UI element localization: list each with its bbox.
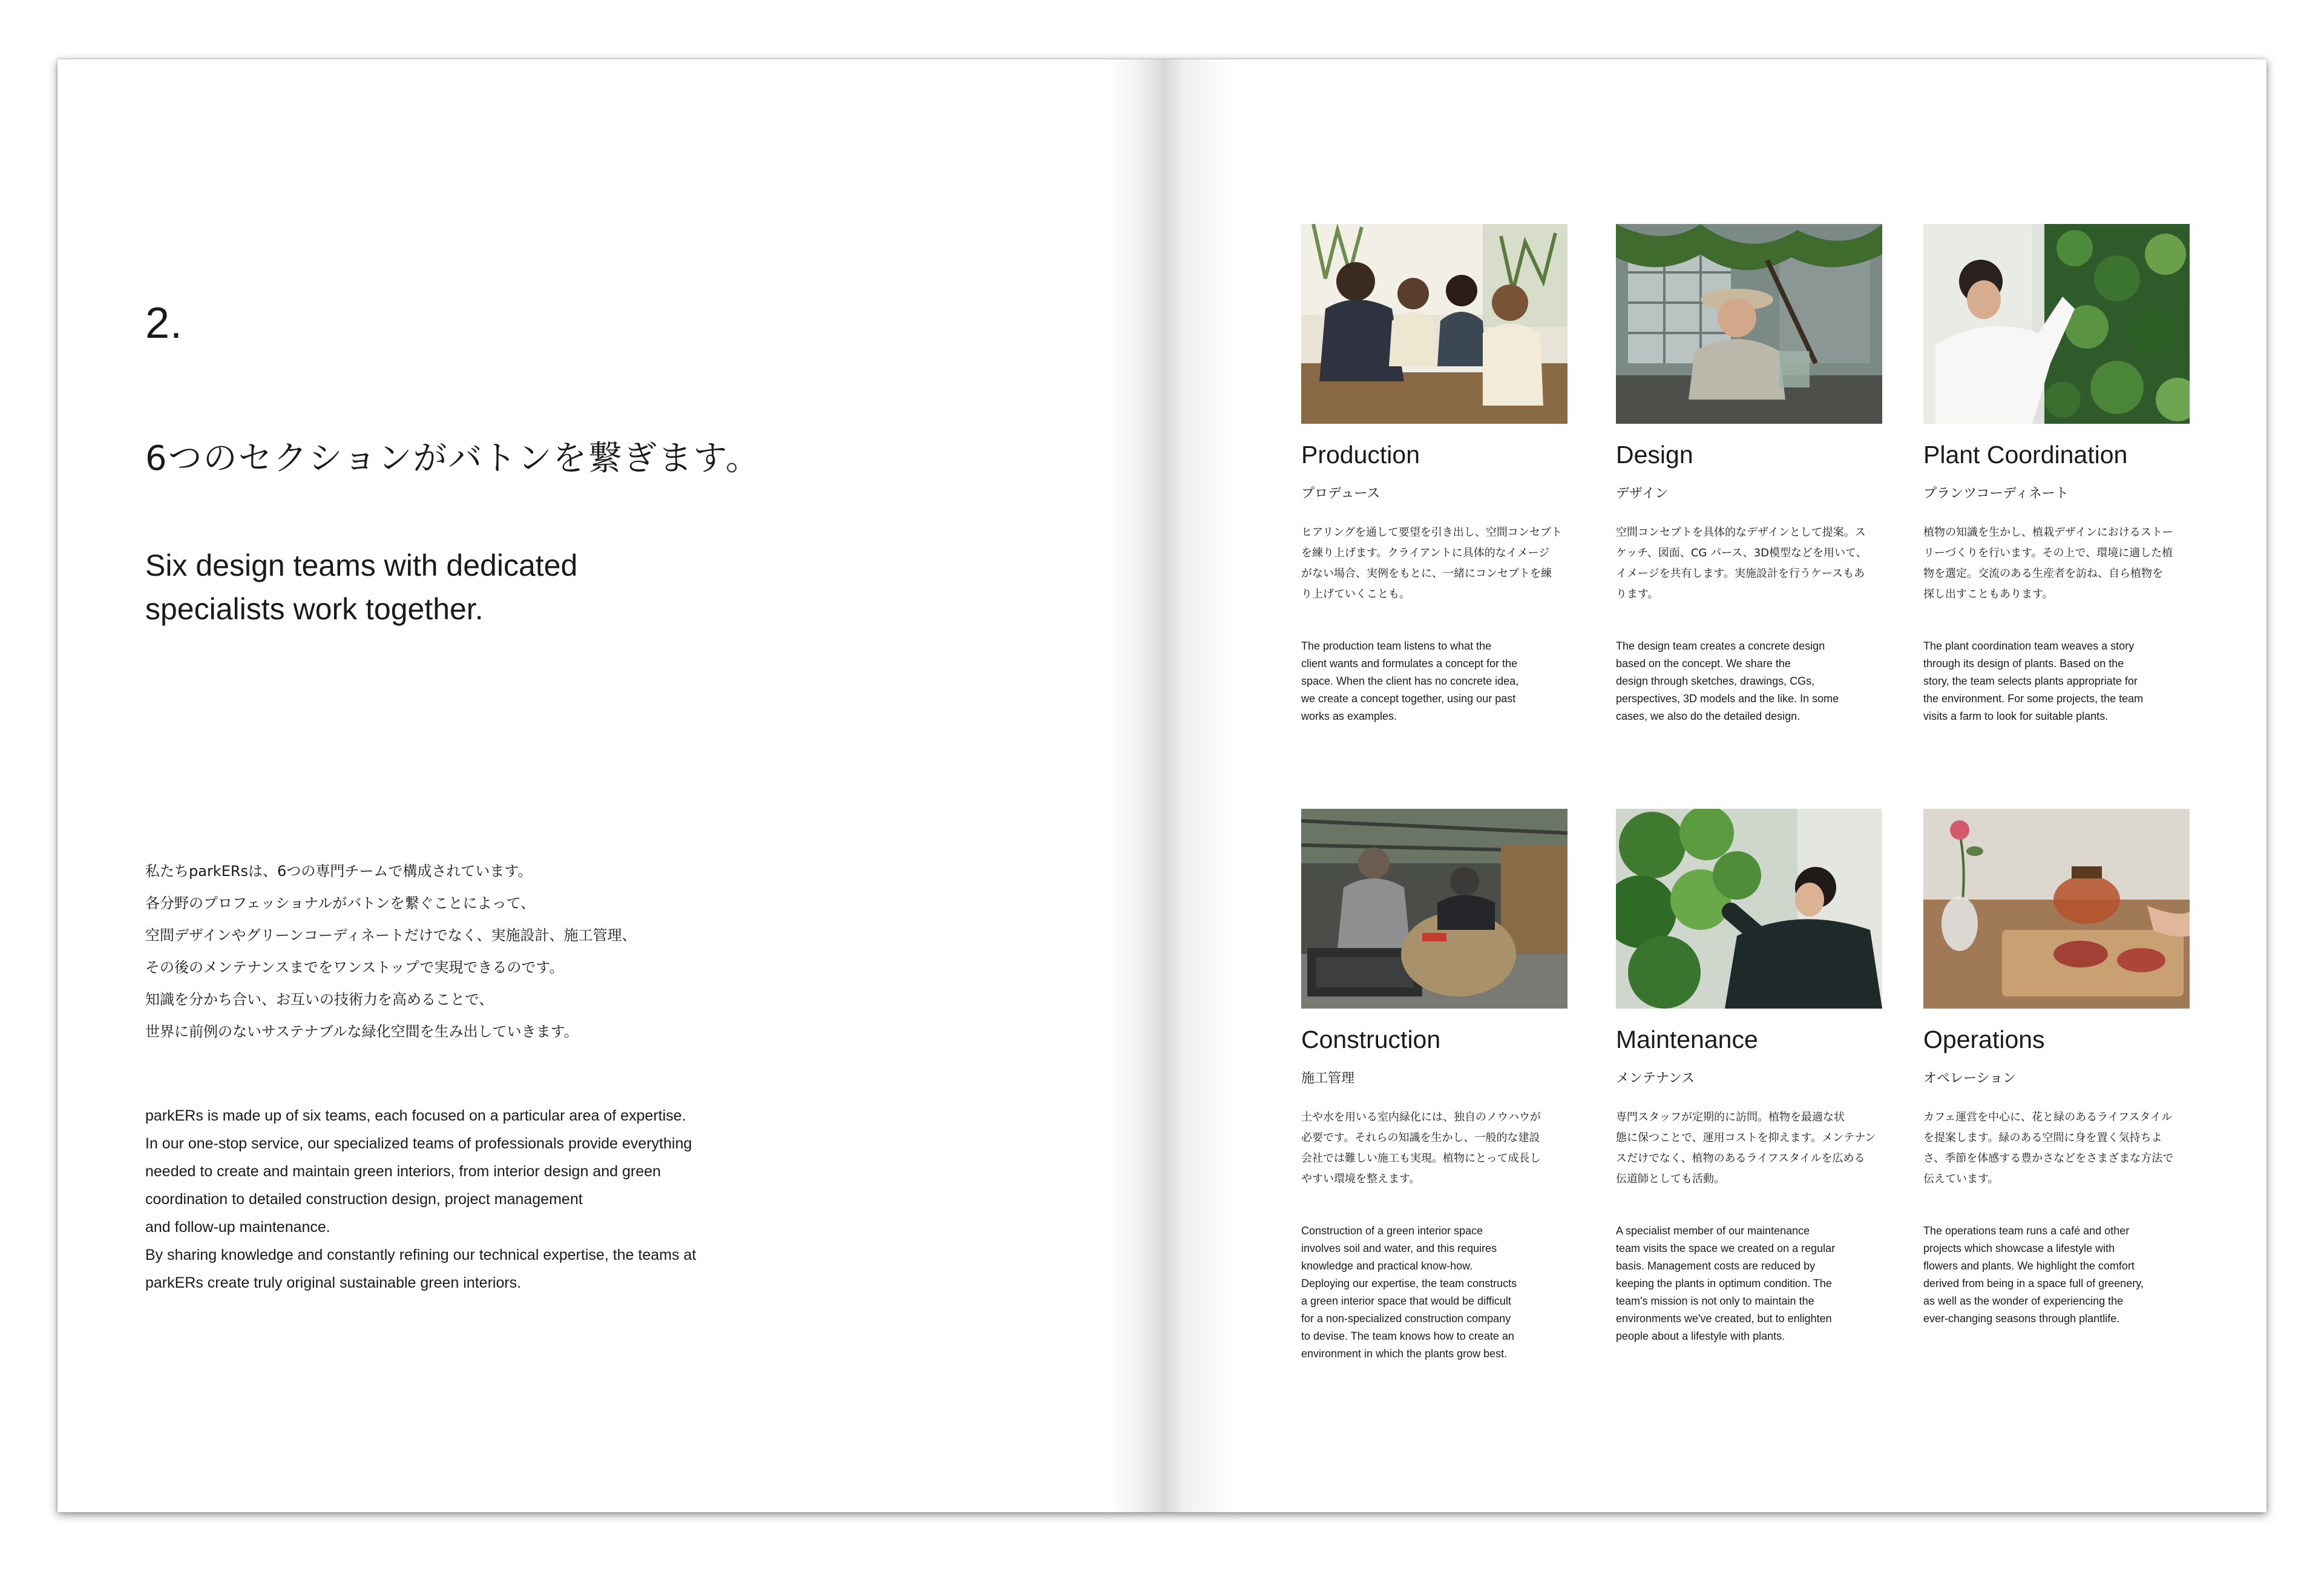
desc-en-line: for a non-specialized construction company (1301, 1312, 1511, 1325)
intro-en-line: In our one-stop service, our specialized teams of professionals provide everything (145, 1135, 692, 1152)
team-card-production (1301, 224, 1567, 722)
desc-ja-line: 会社では難しい施工も実現。植物にとって成長し (1301, 1152, 1541, 1165)
team-desc-en (1301, 637, 1567, 725)
intro-en-line: parkERs create truly original sustainable green interiors. (145, 1274, 522, 1291)
desc-en-line: basis. Management costs are reduced by (1616, 1260, 1816, 1272)
desc-en-line: story, the team selects plants appropriate for (1923, 675, 2138, 687)
intro-ja-line: 私たちparkERsは、6つの専門チームで構成されています。 (145, 863, 533, 880)
team-subtitle: メンテナンス (1616, 1071, 1695, 1086)
desc-ja-line: スだけでなく、植物のあるライフスタイルを広める (1616, 1152, 1865, 1165)
intro-ja-line: 知識を分かち合い、お互いの技術力を高めることで、 (145, 991, 494, 1008)
desc-ja-line: 伝道師としても活動。 (1616, 1173, 1725, 1185)
desc-en-line: client wants and formulates a concept for the (1301, 657, 1518, 670)
desc-en-line: design through sketches, drawings, CGs, (1616, 675, 1815, 687)
title-en-line: Six design teams with dedicated (145, 548, 578, 582)
team-desc-en (1616, 1222, 1882, 1345)
team-desc-ja (1923, 522, 2190, 605)
desc-ja-line: イメージを共有します。実施設計を行うケースもあ (1616, 567, 1865, 580)
page-title-ja: 6つのセクションがバトンを繋ぎます。 (145, 439, 761, 478)
team-card-design (1616, 224, 1882, 722)
desc-ja-line: り上げていくことも。 (1301, 588, 1410, 601)
intro-ja-line: 各分野のプロフェッショナルがバトンを繋ぐことによって、 (145, 895, 536, 912)
desc-en-line: the environment. For some projects, the team (1923, 693, 2144, 705)
team-title: Maintenance (1616, 1026, 1758, 1053)
team-subtitle: デザイン (1616, 486, 1669, 501)
intro-ja-line: 空間デザインやグリーンコーディネートだけでなく、実施設計、施工管理、 (145, 927, 637, 944)
team-title: Plant Coordination (1923, 441, 2128, 469)
desc-ja-line: 必要です。それらの知識を生かし、一般的な建設 (1301, 1131, 1540, 1144)
team-subtitle: プロデュース (1301, 486, 1380, 501)
intro-ja-line: 世界に前例のないサステナブルな緑化空間を生み出していきます。 (145, 1023, 579, 1040)
construction-photo (1301, 809, 1567, 1009)
book-spread (57, 59, 2267, 1512)
desc-en-line: we create a concept together, using our past (1301, 693, 1516, 705)
right-page (1162, 59, 2267, 1512)
tea-photo (1923, 809, 2190, 1009)
desc-ja-line: 探し出すこともあります。 (1923, 588, 2053, 601)
team-desc-en (1923, 1222, 2190, 1328)
desc-ja-line: 専門スタッフが定期的に訪問。植物を最適な状 (1616, 1111, 1845, 1124)
intro-en-line: By sharing knowledge and constantly refining our technical expertise, the teams at (145, 1246, 697, 1263)
team-desc-ja (1301, 1107, 1567, 1190)
desc-en-line: cases, we also do the detailed design. (1616, 710, 1800, 722)
team-subtitle: オペレーション (1923, 1071, 2017, 1086)
desc-en-line: flowers and plants. We highlight the comfort (1923, 1260, 2135, 1272)
desc-en-line: A specialist member of our maintenance (1616, 1225, 1810, 1237)
team-desc-en (1301, 1222, 1567, 1363)
team-title: Construction (1301, 1026, 1441, 1053)
team-desc-ja (1616, 1107, 1882, 1190)
page-title-en (145, 544, 750, 631)
intro-text-ja (145, 855, 872, 1048)
intro-en-line: needed to create and maintain green interiors, from interior design and green (145, 1163, 661, 1180)
desc-ja-line: がない場合、実例をもとに、一緒にコンセプトを練 (1301, 567, 1552, 580)
team-title: Design (1616, 441, 1693, 469)
team-desc-en (1616, 637, 1882, 725)
team-card-maintenance (1616, 809, 1882, 1342)
team-desc-ja (1923, 1107, 2190, 1190)
desc-en-line: Deploying our expertise, the team constructs (1301, 1277, 1517, 1289)
desc-ja-line: 伝えています。 (1923, 1173, 1999, 1185)
team-card-construction (1301, 809, 1567, 1360)
desc-ja-line: 態に保つことで、運用コストを抑えます。メンテナン (1616, 1131, 1876, 1144)
team-subtitle: プランツコーディネート (1923, 486, 2069, 501)
desc-en-line: The design team creates a concrete design (1616, 640, 1825, 652)
desc-en-line: knowledge and practical know-how. (1301, 1260, 1473, 1272)
gutter-shadow-right (1162, 59, 1235, 1512)
intro-text-en (145, 1102, 932, 1297)
desc-en-line: a green interior space that would be difficult (1301, 1295, 1511, 1307)
desc-en-line: as well as the wonder of experiencing the (1923, 1295, 2124, 1307)
desc-ja-line: カフェ運営を中心に、花と緑のあるライフスタイル (1923, 1111, 2172, 1124)
desc-en-line: ever-changing seasons through plantlife. (1923, 1312, 2120, 1325)
team-title: Operations (1923, 1026, 2045, 1053)
desc-ja-line: リーづくりを行います。その上で、環境に適した植 (1923, 547, 2173, 559)
intro-en-line: coordination to detailed construction design, project management (145, 1191, 583, 1208)
maintenance-photo (1616, 809, 1882, 1009)
intro-ja-line: その後のメンテナンスまでをワンストップで実現できるのです。 (145, 959, 564, 976)
intro-en-line: and follow-up maintenance. (145, 1219, 330, 1236)
desc-en-line: perspectives, 3D models and the like. In some (1616, 693, 1839, 705)
desc-en-line: space. When the client has no concrete idea, (1301, 675, 1519, 687)
desc-en-line: environments we've created, but to enlighten (1616, 1312, 1832, 1325)
desc-ja-line: 物を選定。交流のある生産者を訪ね、自ら植物を (1923, 567, 2163, 580)
desc-ja-line: やすい環境を整えます。 (1301, 1173, 1420, 1185)
desc-ja-line: ケッチ、図面、CG パース、3D模型などを用いて、 (1616, 547, 1867, 559)
title-en-line: specialists work together. (145, 592, 484, 626)
desc-en-line: The operations team runs a café and other (1923, 1225, 2130, 1237)
designer-photo (1616, 224, 1882, 424)
desc-ja-line: ヒアリングを通して要望を引き出し、空間コンセプト (1301, 526, 1562, 539)
desc-en-line: The plant coordination team weaves a story (1923, 640, 2135, 652)
desc-ja-line: 土や水を用いる室内緑化には、独自のノウハウが (1301, 1111, 1541, 1124)
desc-en-line: based on the concept. We share the (1616, 657, 1791, 670)
team-subtitle: 施工管理 (1301, 1071, 1355, 1086)
desc-en-line: projects which showcase a lifestyle with (1923, 1242, 2115, 1254)
desc-ja-line: ります。 (1616, 588, 1659, 601)
meeting-photo (1301, 224, 1567, 424)
desc-ja-line: さ、季節を体感する豊かさなどをさまざまな方法で (1923, 1152, 2174, 1165)
desc-en-line: Construction of a green interior space (1301, 1225, 1483, 1237)
gutter-shadow-left (1108, 59, 1162, 1512)
desc-en-line: derived from being in a space full of greenery, (1923, 1277, 2144, 1289)
desc-en-line: involves soil and water, and this requires (1301, 1242, 1497, 1254)
intro-en-line: parkERs is made up of six teams, each focused on a particular area of expertise. (145, 1107, 686, 1124)
plant-wall-photo (1923, 224, 2190, 424)
desc-en-line: team's mission is not only to maintain the (1616, 1295, 1814, 1307)
desc-en-line: through its design of plants. Based on the (1923, 657, 2124, 670)
desc-en-line: visits a farm to look for suitable plants. (1923, 710, 2109, 722)
desc-en-line: people about a lifestyle with plants. (1616, 1330, 1785, 1342)
section-number: 2. (145, 299, 183, 347)
team-card-plant-coordination (1923, 224, 2190, 722)
team-card-operations (1923, 809, 2190, 1325)
desc-en-line: The production team listens to what the (1301, 640, 1492, 652)
desc-ja-line: を提案します。緑のある空間に身を置く気持ちよ (1923, 1131, 2162, 1144)
left-page (57, 59, 1162, 1512)
team-desc-en (1923, 637, 2190, 725)
desc-en-line: environment in which the plants grow best. (1301, 1348, 1508, 1360)
team-desc-ja (1616, 522, 1882, 605)
desc-en-line: to devise. The team knows how to create an (1301, 1330, 1514, 1342)
desc-ja-line: 植物の知識を生かし、植栽デザインにおけるストー (1923, 526, 2173, 539)
desc-ja-line: を練り上げます。クライアントに具体的なイメージ (1301, 547, 1550, 559)
desc-en-line: works as examples. (1301, 710, 1397, 722)
team-desc-ja (1301, 522, 1567, 605)
desc-en-line: keeping the plants in optimum condition. The (1616, 1277, 1832, 1289)
team-title: Production (1301, 441, 1420, 469)
desc-en-line: team visits the space we created on a regular (1616, 1242, 1836, 1254)
desc-ja-line: 空間コンセプトを具体的なデザインとして提案。ス (1616, 526, 1866, 539)
